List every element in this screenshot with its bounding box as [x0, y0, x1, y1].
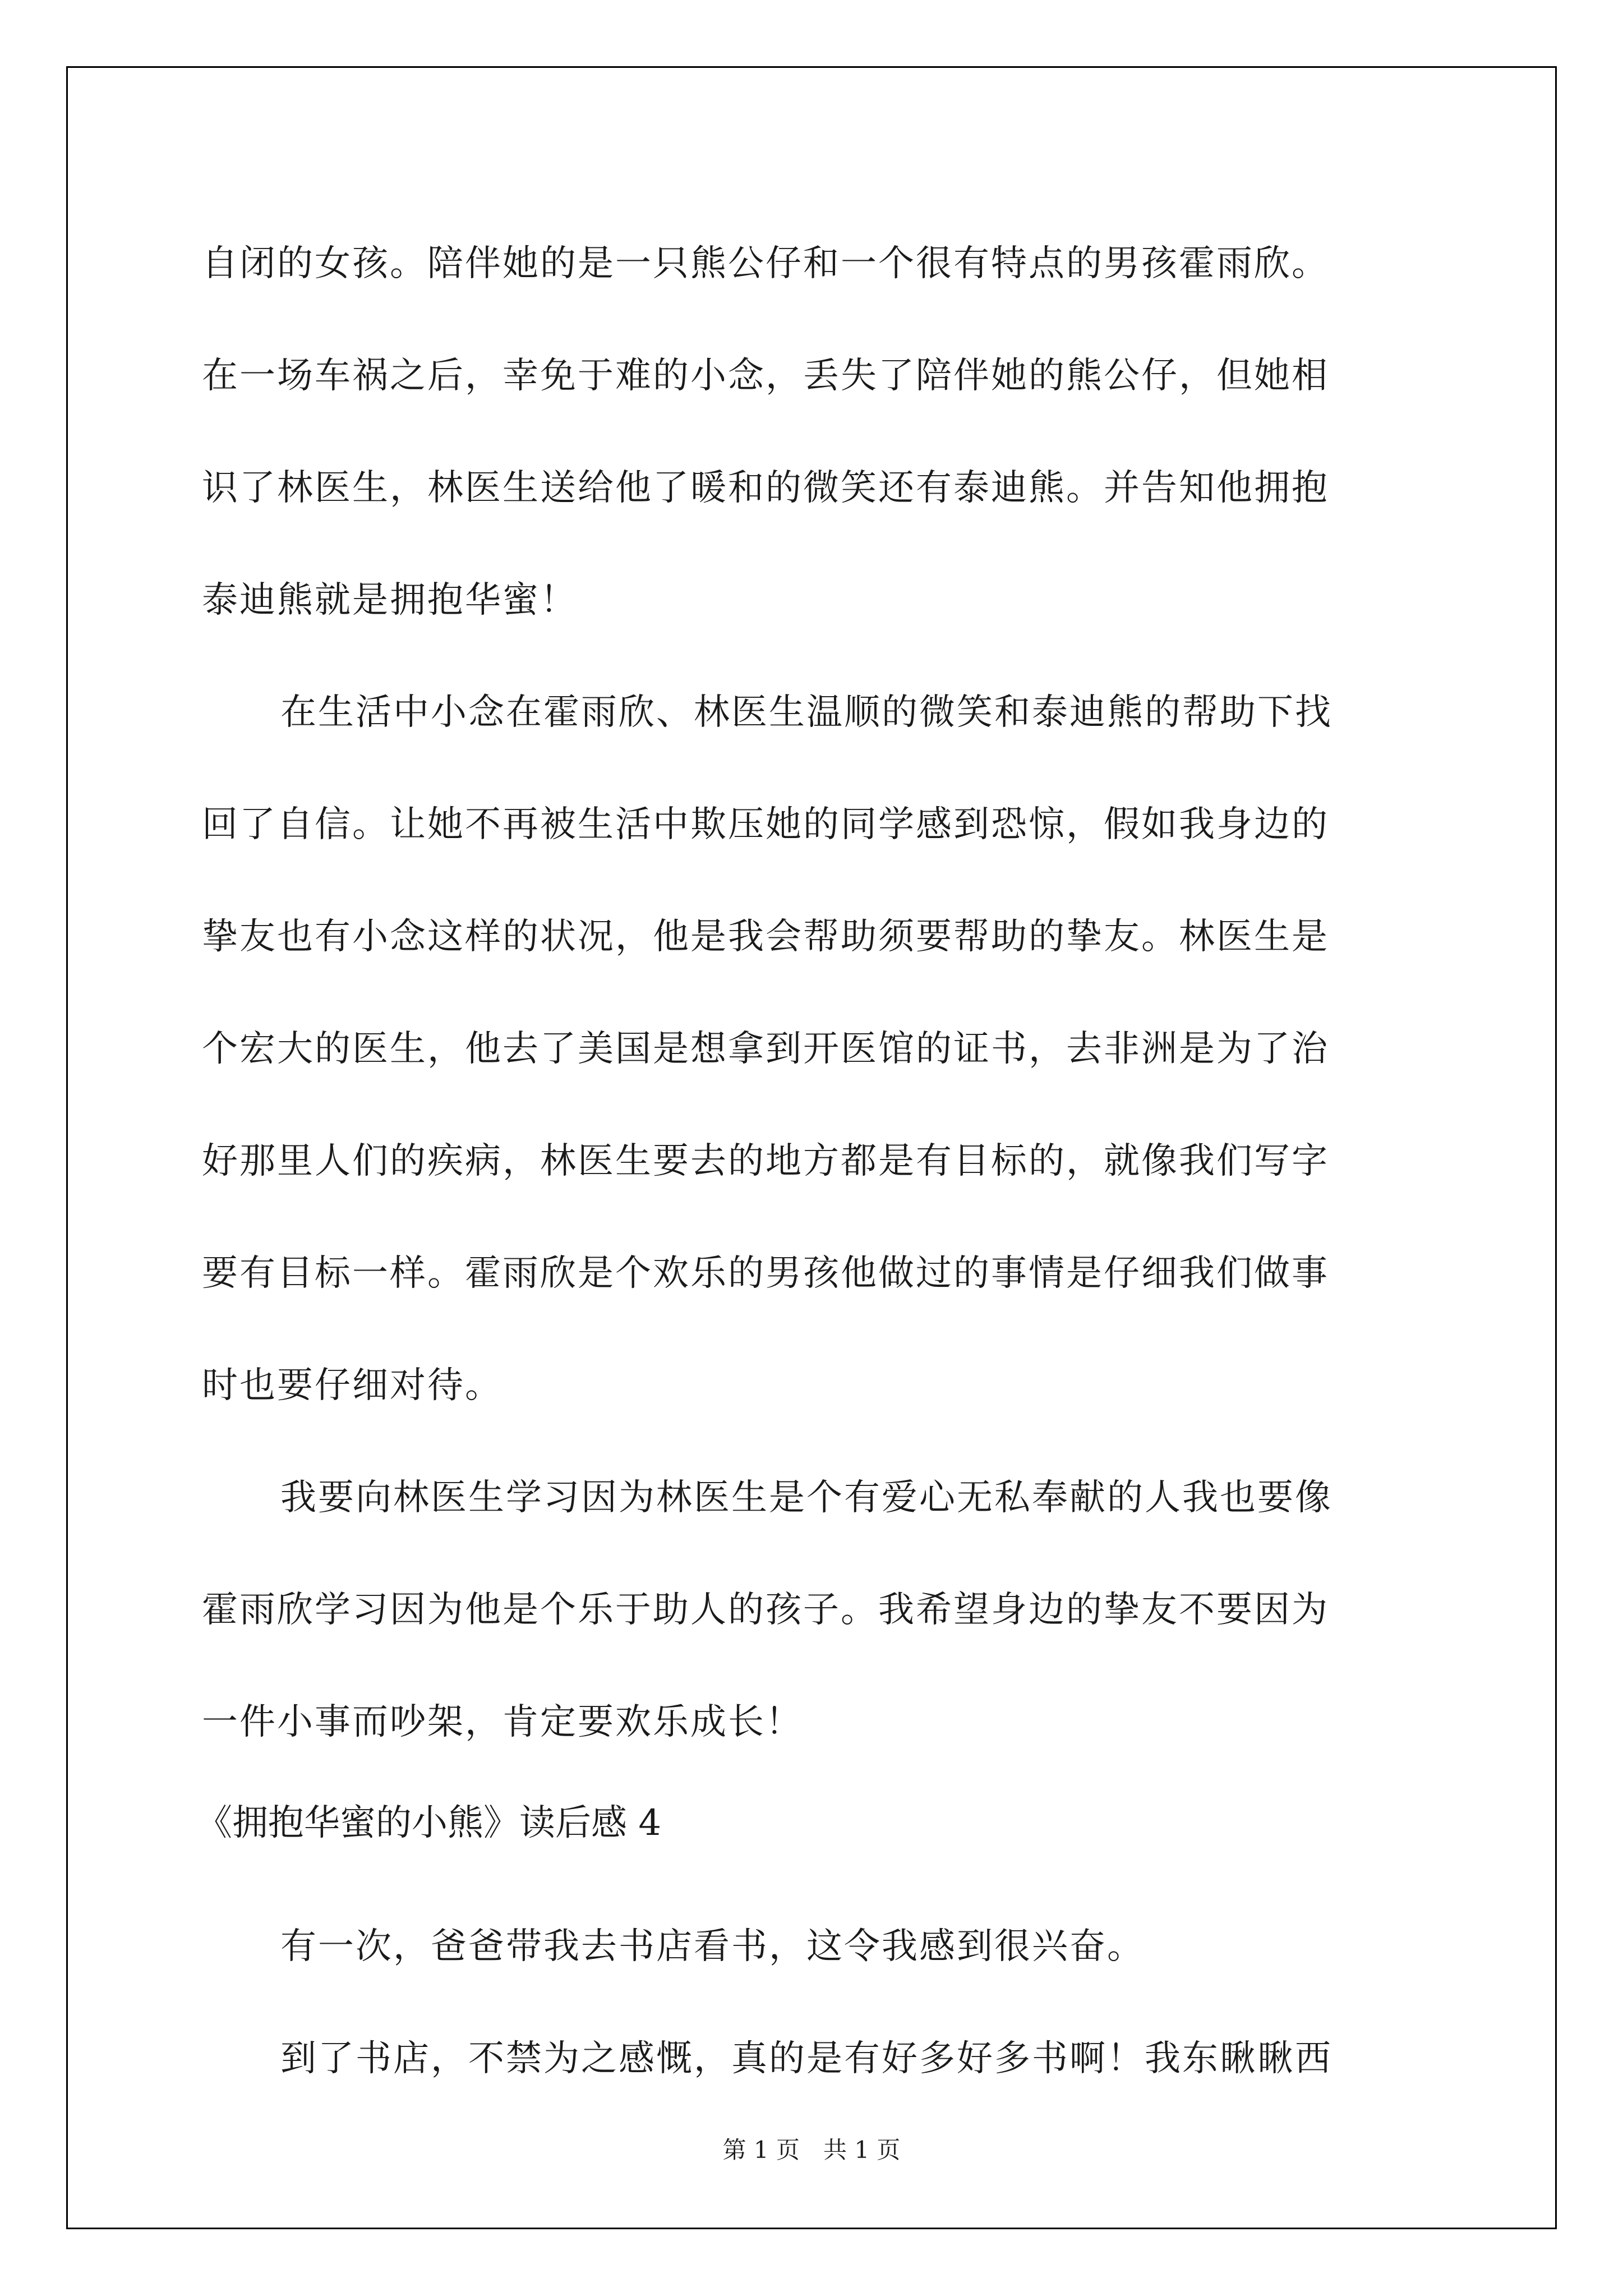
paragraph-first-line: 到了书店，不禁为之感慨，真的是有好多好多书啊！我东瞅瞅西 — [280, 2038, 1332, 2079]
paragraph-first-line: 在生活中小念在霍雨欣、林医生温顺的微笑和泰迪熊的帮助下找 — [280, 692, 1332, 733]
text-line: 一件小事而吵架，肯定要欢乐成长！ — [202, 1701, 803, 1743]
text-line: 在一场车祸之后，幸免于难的小念，丢失了陪伴她的熊公仔，但她相 — [202, 355, 1329, 397]
page-footer: 第 1 页 共 1 页 — [722, 2136, 901, 2164]
text-line: 识了林医生，林医生送给他了暖和的微笑还有泰迪熊。并告知他拥抱 — [202, 467, 1329, 509]
text-line: 要有目标一样。霍雨欣是个欢乐的男孩他做过的事情是仔细我们做事 — [202, 1253, 1329, 1294]
text-line: 霍雨欣学习因为他是个乐于助人的孩子。我希望身边的挚友不要因为 — [202, 1589, 1329, 1631]
text-line: 个宏大的医生，他去了美国是想拿到开医馆的证书，去非洲是为了治 — [202, 1028, 1329, 1070]
section-heading: 《拥抱华蜜的小熊》读后感 4 — [196, 1802, 662, 1844]
document-body — [196, 208, 1433, 2115]
text-line: 泰迪熊就是拥抱华蜜！ — [202, 579, 578, 621]
paragraph-first-line: 有一次，爸爸带我去书店看书，这令我感到很兴奋。 — [280, 1926, 1145, 1967]
text-line: 挚友也有小念这样的状况，他是我会帮助须要帮助的挚友。林医生是 — [202, 916, 1329, 958]
text-line: 好那里人们的疾病，林医生要去的地方都是有目标的，就像我们写字 — [202, 1140, 1329, 1182]
paragraph-first-line: 我要向林医生学习因为林医生是个有爱心无私奉献的人我也要像 — [280, 1477, 1332, 1519]
text-line: 自闭的女孩。陪伴她的是一只熊公仔和一个很有特点的男孩霍雨欣。 — [202, 243, 1329, 284]
text-line: 时也要仔细对待。 — [202, 1365, 502, 1406]
text-line: 回了自信。让她不再被生活中欺压她的同学感到恐惊，假如我身边的 — [202, 804, 1329, 845]
